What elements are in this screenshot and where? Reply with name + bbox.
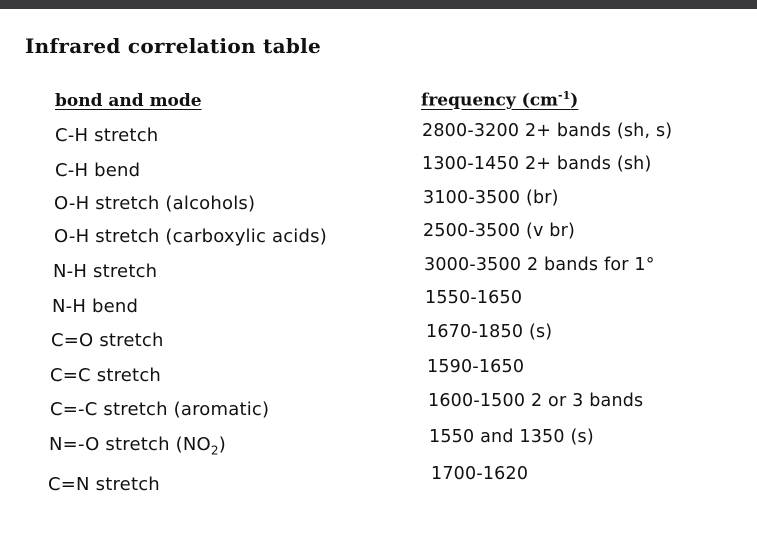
bond-cell: C=-C stretch (aromatic) <box>50 399 270 420</box>
frequency-header-close: ) <box>570 90 579 111</box>
frequency-cell: 3000-3500 2 bands for 1° <box>424 255 655 275</box>
frequency-cell: 1600-1500 2 or 3 bands <box>428 391 644 411</box>
bond-cell: N-H stretch <box>53 261 158 282</box>
bond-close: ) <box>218 434 226 455</box>
frequency-cell: 1300-1450 2+ bands (sh) <box>422 154 652 174</box>
frequency-header-text: frequency (cm <box>421 90 559 111</box>
bond-cell <box>49 434 226 458</box>
bond-cell: O-H stretch (carboxylic acids) <box>54 226 327 247</box>
column-header-bond: bond and mode <box>55 91 202 111</box>
window-top-bar <box>0 0 757 9</box>
bond-cell: C-H stretch <box>55 125 159 146</box>
bond-cell: C=O stretch <box>51 330 164 351</box>
frequency-cell: 2800-3200 2+ bands (sh, s) <box>422 121 673 141</box>
column-header-frequency <box>421 89 578 111</box>
bond-cell: C=N stretch <box>48 474 160 495</box>
frequency-cell: 1550 and 1350 (s) <box>429 427 594 447</box>
bond-text: N=-O stretch (NO <box>49 434 211 455</box>
frequency-cell: 1590-1650 <box>427 357 525 377</box>
frequency-cell: 3100-3500 (br) <box>423 188 559 208</box>
bond-cell: N-H bend <box>52 296 139 317</box>
frequency-cell: 1550-1650 <box>425 288 523 308</box>
document-page <box>0 9 757 551</box>
bond-cell: O-H stretch (alcohols) <box>54 193 256 214</box>
page-title: Infrared correlation table <box>25 34 322 58</box>
bond-subscript: 2 <box>210 443 219 458</box>
frequency-unit-exponent: -1 <box>558 89 571 102</box>
frequency-cell: 2500-3500 (v br) <box>423 221 576 241</box>
frequency-cell: 1700-1620 <box>431 464 529 484</box>
frequency-cell: 1670-1850 (s) <box>426 322 553 342</box>
bond-cell: C=C stretch <box>50 365 162 386</box>
bond-cell: C-H bend <box>55 160 141 181</box>
